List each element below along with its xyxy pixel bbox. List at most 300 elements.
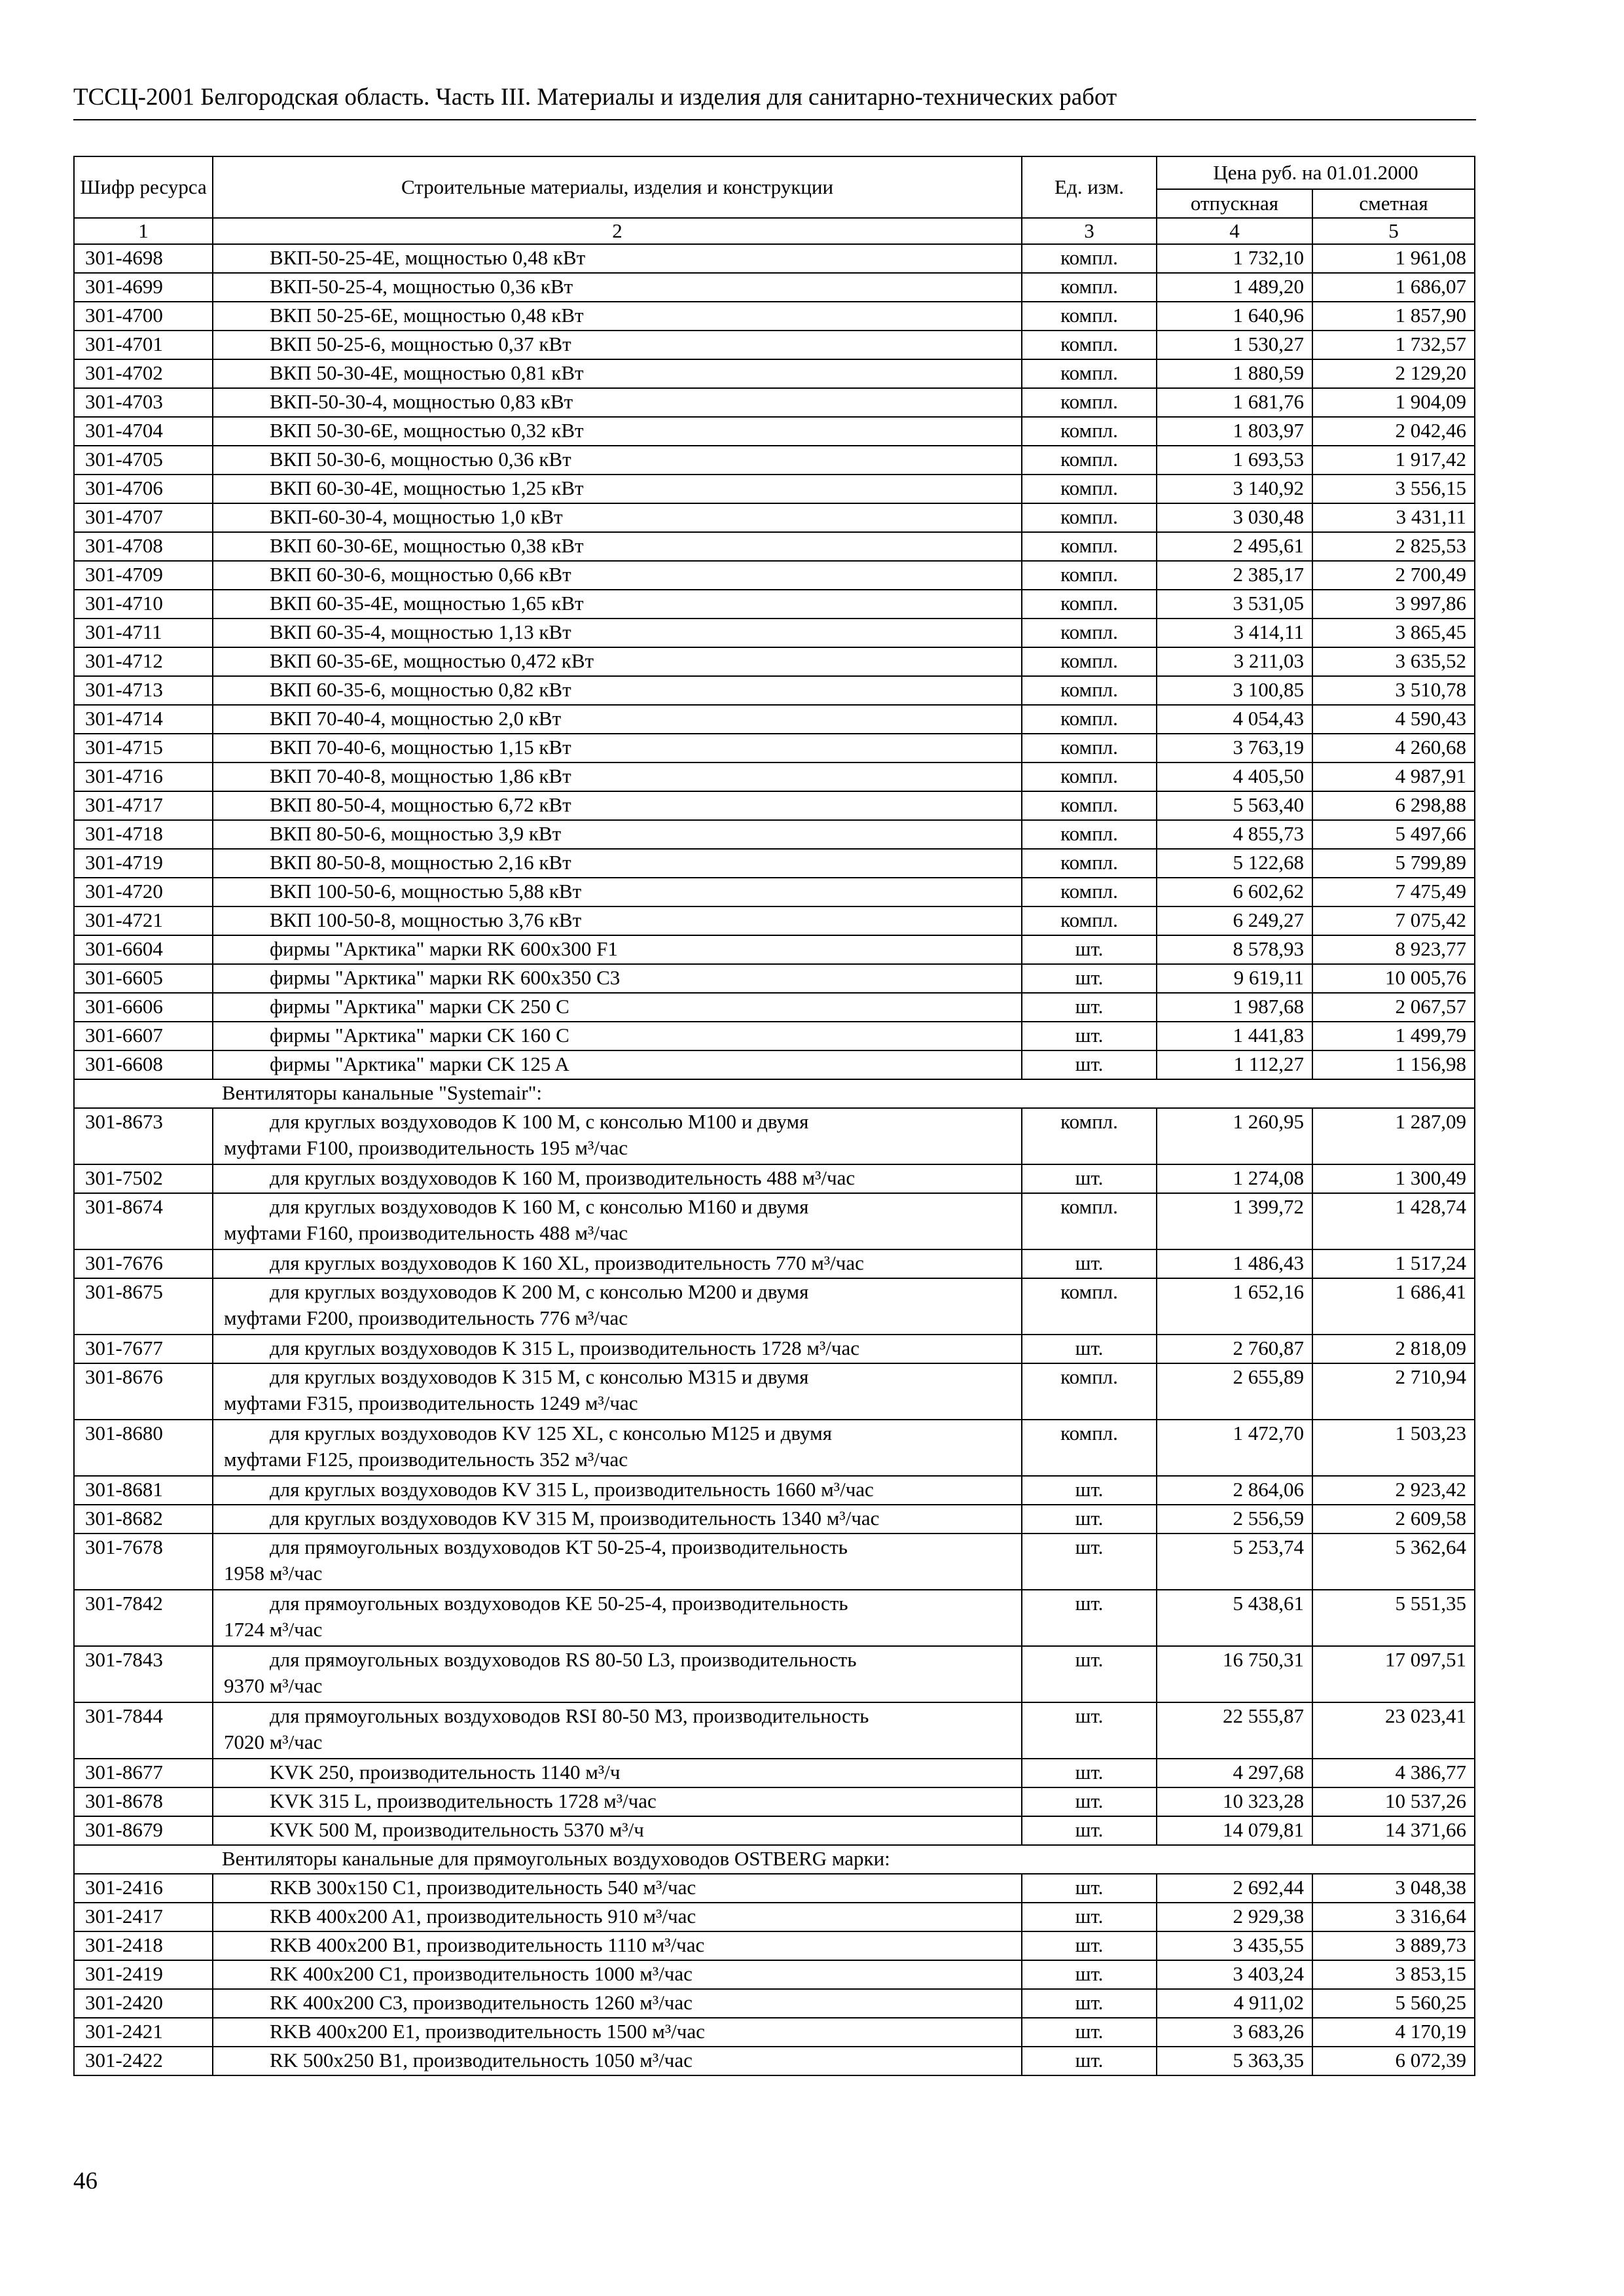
material-name [213, 1278, 1022, 1335]
unit: шт. [1022, 964, 1157, 993]
release-price: 5 253,74 [1157, 1534, 1312, 1590]
unit: шт. [1022, 1874, 1157, 1903]
estimate-price: 8 923,77 [1312, 935, 1475, 964]
resource-code: 301-4720 [74, 878, 213, 906]
unit: шт. [1022, 1646, 1157, 1702]
table-row [74, 935, 1475, 964]
table-row [74, 561, 1475, 590]
release-price: 3 683,26 [1157, 2018, 1312, 2047]
column-number: 4 [1157, 218, 1312, 244]
table-row [74, 1476, 1475, 1505]
release-price: 4 054,43 [1157, 705, 1312, 734]
material-name-text: KVK 500 M, производительность 5370 м³/ч [270, 1818, 644, 1841]
unit: компл. [1022, 561, 1157, 590]
resource-code: 301-8679 [74, 1816, 213, 1845]
resource-code: 301-4715 [74, 734, 213, 762]
material-name [213, 1193, 1022, 1249]
table-row [74, 417, 1475, 446]
release-price: 1 489,20 [1157, 273, 1312, 302]
material-name [213, 1420, 1022, 1476]
column-number: 5 [1312, 218, 1475, 244]
material-name-continuation: муфтами F315, производительность 1249 м³/час [224, 1391, 638, 1414]
estimate-price: 2 129,20 [1312, 359, 1475, 388]
material-name-continuation: муфтами F200, производительность 776 м³/час [224, 1306, 628, 1329]
header-divider [73, 119, 1476, 120]
table-body [74, 244, 1475, 2075]
material-name [213, 2047, 1022, 2075]
unit: компл. [1022, 906, 1157, 935]
material-name-text: для круглых воздуховодов K 160 XL, производительность 770 м³/час [270, 1251, 864, 1274]
material-name [213, 993, 1022, 1022]
release-price: 3 435,55 [1157, 1931, 1312, 1960]
release-price: 10 323,28 [1157, 1787, 1312, 1816]
table-row [74, 446, 1475, 475]
material-name-text: ВКП 50-30-4Е, мощностью 0,81 кВт [270, 361, 584, 384]
material-name [213, 1164, 1022, 1193]
release-price: 1 274,08 [1157, 1164, 1312, 1193]
resource-code: 301-8680 [74, 1420, 213, 1476]
column-header-code: Шифр ресурса [74, 156, 213, 218]
release-price: 1 112,27 [1157, 1050, 1312, 1079]
estimate-price: 6 298,88 [1312, 791, 1475, 820]
table-row [74, 1108, 1475, 1164]
resource-code: 301-6604 [74, 935, 213, 964]
release-price: 6 249,27 [1157, 906, 1312, 935]
material-name-text: ВКП 70-40-4, мощностью 2,0 кВт [270, 707, 562, 730]
material-name-continuation: 9370 м³/час [224, 1674, 323, 1697]
resource-code: 301-4699 [74, 273, 213, 302]
table-row [74, 1989, 1475, 2018]
resource-code: 301-4704 [74, 417, 213, 446]
unit: шт. [1022, 1050, 1157, 1079]
resource-code: 301-8674 [74, 1193, 213, 1249]
unit: шт. [1022, 2018, 1157, 2047]
estimate-price: 1 686,41 [1312, 1278, 1475, 1335]
unit: шт. [1022, 1505, 1157, 1534]
table-row [74, 273, 1475, 302]
unit: компл. [1022, 503, 1157, 532]
material-name [213, 878, 1022, 906]
material-name-text: ВКП 50-25-6, мощностью 0,37 кВт [270, 332, 571, 355]
resource-code: 301-4718 [74, 820, 213, 849]
release-price: 1 399,72 [1157, 1193, 1312, 1249]
release-price: 1 486,43 [1157, 1249, 1312, 1278]
resource-code: 301-4698 [74, 244, 213, 273]
unit: компл. [1022, 359, 1157, 388]
table-row [74, 1702, 1475, 1759]
material-name [213, 849, 1022, 878]
release-price: 2 385,17 [1157, 561, 1312, 590]
table-row [74, 820, 1475, 849]
resource-code: 301-8678 [74, 1787, 213, 1816]
material-name [213, 935, 1022, 964]
unit: шт. [1022, 1534, 1157, 1590]
estimate-price: 5 560,25 [1312, 1989, 1475, 2018]
resource-code: 301-8681 [74, 1476, 213, 1505]
material-name [213, 388, 1022, 417]
resource-code: 301-2419 [74, 1960, 213, 1989]
unit: шт. [1022, 1590, 1157, 1646]
resource-code: 301-4709 [74, 561, 213, 590]
material-name [213, 1022, 1022, 1050]
resource-code: 301-4712 [74, 647, 213, 676]
estimate-price: 1 287,09 [1312, 1108, 1475, 1164]
resource-code: 301-4710 [74, 590, 213, 619]
resource-code: 301-4711 [74, 619, 213, 647]
material-name-text: ВКП-50-30-4, мощностью 0,83 кВт [270, 390, 573, 413]
resource-code: 301-6607 [74, 1022, 213, 1050]
estimate-price: 3 853,15 [1312, 1960, 1475, 1989]
column-header-release-price: отпускная [1157, 189, 1312, 218]
resource-code: 301-4707 [74, 503, 213, 532]
estimate-price: 3 635,52 [1312, 647, 1475, 676]
material-name-text: фирмы "Арктика" марки CK 250 C [270, 995, 569, 1018]
release-price: 3 531,05 [1157, 590, 1312, 619]
table-row [74, 388, 1475, 417]
table-row [74, 849, 1475, 878]
unit: компл. [1022, 1420, 1157, 1476]
material-name-text: для круглых воздуховодов K 160 M, с консолью M160 и двумя [270, 1195, 809, 1218]
material-name [213, 734, 1022, 762]
material-name-text: ВКП 60-35-4Е, мощностью 1,65 кВт [270, 592, 584, 615]
estimate-price: 14 371,66 [1312, 1816, 1475, 1845]
release-price: 1 472,70 [1157, 1420, 1312, 1476]
unit: шт. [1022, 1164, 1157, 1193]
release-price: 3 100,85 [1157, 676, 1312, 705]
unit: шт. [1022, 1989, 1157, 2018]
table-row [74, 244, 1475, 273]
estimate-price: 23 023,41 [1312, 1702, 1475, 1759]
estimate-price: 2 609,58 [1312, 1505, 1475, 1534]
unit: компл. [1022, 244, 1157, 273]
unit: компл. [1022, 417, 1157, 446]
material-name [213, 1646, 1022, 1702]
material-name-text: для круглых воздуховодов K 100 M, с консолью M100 и двумя [270, 1110, 809, 1133]
material-name [213, 762, 1022, 791]
resource-code: 301-4702 [74, 359, 213, 388]
material-name-text: ВКП 50-30-6Е, мощностью 0,32 кВт [270, 419, 584, 442]
resource-code: 301-2417 [74, 1903, 213, 1931]
material-name-text: для прямоугольных воздуховодов RS 80-50 L3, производительность [270, 1648, 857, 1671]
table-row [74, 705, 1475, 734]
material-name [213, 244, 1022, 273]
estimate-price: 1 300,49 [1312, 1164, 1475, 1193]
resource-code: 301-4701 [74, 331, 213, 359]
material-name-text: RKB 400x200 E1, производительность 1500 м³/час [270, 2020, 705, 2043]
table-row [74, 676, 1475, 705]
column-header-price-group: Цена руб. на 01.01.2000 [1157, 156, 1475, 189]
material-name [213, 1874, 1022, 1903]
release-price: 2 655,89 [1157, 1363, 1312, 1420]
estimate-price: 2 700,49 [1312, 561, 1475, 590]
release-price: 1 681,76 [1157, 388, 1312, 417]
resource-code: 301-7843 [74, 1646, 213, 1702]
material-name [213, 1702, 1022, 1759]
resource-code: 301-4717 [74, 791, 213, 820]
resource-code: 301-2416 [74, 1874, 213, 1903]
material-name-continuation: муфтами F100, производительность 195 м³/час [224, 1136, 628, 1159]
resource-code: 301-4705 [74, 446, 213, 475]
table-row [74, 359, 1475, 388]
material-name-text: для круглых воздуховодов K 315 L, производительность 1728 м³/час [270, 1336, 859, 1359]
estimate-price: 4 260,68 [1312, 734, 1475, 762]
material-name [213, 820, 1022, 849]
material-name-text: ВКП-50-25-4, мощностью 0,36 кВт [270, 275, 573, 298]
material-name-text: фирмы "Арктика" марки CK 125 A [270, 1052, 569, 1075]
material-name-continuation: муфтами F125, производительность 352 м³/час [224, 1448, 628, 1471]
table-row [74, 1534, 1475, 1590]
release-price: 8 578,93 [1157, 935, 1312, 964]
resource-code: 301-4703 [74, 388, 213, 417]
table-row [74, 1363, 1475, 1420]
material-name-text: ВКП 80-50-4, мощностью 6,72 кВт [270, 793, 571, 816]
resource-code: 301-8676 [74, 1363, 213, 1420]
material-name-text: RKB 400x200 A1, производительность 910 м³/час [270, 1905, 696, 1928]
table-row [74, 762, 1475, 791]
table-row [74, 647, 1475, 676]
unit: компл. [1022, 446, 1157, 475]
release-price: 1 530,27 [1157, 331, 1312, 359]
release-price: 1 880,59 [1157, 359, 1312, 388]
table-row [74, 1759, 1475, 1787]
unit: шт. [1022, 1759, 1157, 1787]
material-name [213, 590, 1022, 619]
estimate-price: 1 517,24 [1312, 1249, 1475, 1278]
material-name-continuation: 1724 м³/час [224, 1618, 323, 1641]
release-price: 4 297,68 [1157, 1759, 1312, 1787]
material-name [213, 475, 1022, 503]
material-name [213, 331, 1022, 359]
unit: шт. [1022, 1816, 1157, 1845]
estimate-price: 1 503,23 [1312, 1420, 1475, 1476]
estimate-price: 3 889,73 [1312, 1931, 1475, 1960]
resource-code: 301-6608 [74, 1050, 213, 1079]
resource-code: 301-4714 [74, 705, 213, 734]
resource-code: 301-4700 [74, 302, 213, 331]
release-price: 3 140,92 [1157, 475, 1312, 503]
estimate-price: 3 316,64 [1312, 1903, 1475, 1931]
resource-code: 301-4716 [74, 762, 213, 791]
unit: компл. [1022, 619, 1157, 647]
material-name-text: ВКП-50-25-4Е, мощностью 0,48 кВт [270, 246, 586, 269]
unit: компл. [1022, 1363, 1157, 1420]
estimate-price: 2 825,53 [1312, 532, 1475, 561]
estimate-price: 4 386,77 [1312, 1759, 1475, 1787]
release-price: 6 602,62 [1157, 878, 1312, 906]
material-name-text: ВКП 80-50-6, мощностью 3,9 кВт [270, 822, 562, 845]
estimate-price: 2 923,42 [1312, 1476, 1475, 1505]
estimate-price: 3 510,78 [1312, 676, 1475, 705]
release-price: 2 692,44 [1157, 1874, 1312, 1903]
material-name [213, 302, 1022, 331]
material-name-text: ВКП 50-30-6, мощностью 0,36 кВт [270, 448, 571, 471]
unit: компл. [1022, 302, 1157, 331]
release-price: 4 855,73 [1157, 820, 1312, 849]
material-name-text: ВКП 60-30-6Е, мощностью 0,38 кВт [270, 534, 584, 557]
estimate-price: 6 072,39 [1312, 2047, 1475, 2075]
section-row [74, 1845, 1475, 1874]
resource-code: 301-4721 [74, 906, 213, 935]
material-name [213, 964, 1022, 993]
release-price: 5 363,35 [1157, 2047, 1312, 2075]
estimate-price: 2 042,46 [1312, 417, 1475, 446]
estimate-price: 4 987,91 [1312, 762, 1475, 791]
material-name-text: фирмы "Арктика" марки CK 160 C [270, 1024, 569, 1047]
material-name-continuation: муфтами F160, производительность 488 м³/час [224, 1221, 628, 1244]
estimate-price: 1 686,07 [1312, 273, 1475, 302]
material-name [213, 1505, 1022, 1534]
section-title: Вентиляторы канальные для прямоугольных воздуховодов OSTBERG марки: [74, 1845, 1475, 1874]
estimate-price: 5 551,35 [1312, 1590, 1475, 1646]
table-row [74, 1646, 1475, 1702]
table-row [74, 1903, 1475, 1931]
material-name [213, 1108, 1022, 1164]
estimate-price: 1 917,42 [1312, 446, 1475, 475]
estimate-price: 5 362,64 [1312, 1534, 1475, 1590]
unit: компл. [1022, 388, 1157, 417]
unit: шт. [1022, 993, 1157, 1022]
release-price: 9 619,11 [1157, 964, 1312, 993]
material-name-text: фирмы "Арктика" марки RK 600x350 C3 [270, 966, 621, 989]
table-row [74, 906, 1475, 935]
table-row [74, 964, 1475, 993]
material-name-text: RKB 300x150 C1, производительность 540 м³/час [270, 1876, 696, 1899]
unit: компл. [1022, 878, 1157, 906]
material-name [213, 1816, 1022, 1845]
unit: шт. [1022, 935, 1157, 964]
estimate-price: 3 048,38 [1312, 1874, 1475, 1903]
material-name-text: ВКП 70-40-8, мощностью 1,86 кВт [270, 764, 571, 787]
material-name-text: ВКП 50-25-6Е, мощностью 0,48 кВт [270, 304, 584, 327]
table-row [74, 1164, 1475, 1193]
price-table [73, 156, 1475, 2076]
material-name-text: ВКП 60-30-4Е, мощностью 1,25 кВт [270, 476, 584, 499]
resource-code: 301-8675 [74, 1278, 213, 1335]
unit: шт. [1022, 1022, 1157, 1050]
material-name [213, 1903, 1022, 1931]
estimate-price: 4 590,43 [1312, 705, 1475, 734]
resource-code: 301-2420 [74, 1989, 213, 2018]
unit: шт. [1022, 1335, 1157, 1363]
table-row [74, 878, 1475, 906]
table-row [74, 734, 1475, 762]
material-name-text: ВКП 70-40-6, мощностью 1,15 кВт [270, 736, 571, 759]
release-price: 1 803,97 [1157, 417, 1312, 446]
material-name-text: для круглых воздуховодов KV 315 L, производительность 1660 м³/час [270, 1478, 874, 1501]
unit: шт. [1022, 1787, 1157, 1816]
table-row [74, 590, 1475, 619]
material-name-text: ВКП 60-35-4, мощностью 1,13 кВт [270, 620, 571, 643]
material-name-text: для прямоугольных воздуховодов RSI 80-50 M3, производительность [270, 1704, 869, 1727]
unit: компл. [1022, 273, 1157, 302]
table-row [74, 2018, 1475, 2047]
material-name-text: ВКП 60-35-6Е, мощностью 0,472 кВт [270, 649, 594, 672]
material-name [213, 503, 1022, 532]
estimate-price: 5 799,89 [1312, 849, 1475, 878]
material-name [213, 532, 1022, 561]
resource-code: 301-2418 [74, 1931, 213, 1960]
unit: шт. [1022, 1702, 1157, 1759]
resource-code: 301-6605 [74, 964, 213, 993]
table-row [74, 1420, 1475, 1476]
material-name-text: RK 400x200 C1, производительность 1000 м³/час [270, 1962, 693, 1985]
resource-code: 301-8677 [74, 1759, 213, 1787]
estimate-price: 3 997,86 [1312, 590, 1475, 619]
column-number: 2 [213, 218, 1022, 244]
resource-code: 301-7678 [74, 1534, 213, 1590]
column-header-name: Строительные материалы, изделия и конструкции [213, 156, 1022, 218]
estimate-price: 1 857,90 [1312, 302, 1475, 331]
material-name [213, 273, 1022, 302]
estimate-price: 2 710,94 [1312, 1363, 1475, 1420]
material-name [213, 417, 1022, 446]
material-name-text: RK 500x250 B1, производительность 1050 м³/час [270, 2049, 693, 2072]
page-header: ТССЦ-2001 Белгородская область. Часть III. Материалы и изделия для санитарно-технических работ [73, 84, 1117, 111]
material-name-text: KVK 315 L, производительность 1728 м³/час [270, 1789, 657, 1812]
material-name-text: для круглых воздуховодов KV 315 M, производительность 1340 м³/час [270, 1507, 880, 1530]
table-row [74, 1249, 1475, 1278]
table-row [74, 791, 1475, 820]
material-name [213, 1931, 1022, 1960]
estimate-price: 1 428,74 [1312, 1193, 1475, 1249]
estimate-price: 4 170,19 [1312, 2018, 1475, 2047]
material-name [213, 1249, 1022, 1278]
unit: компл. [1022, 705, 1157, 734]
release-price: 3 763,19 [1157, 734, 1312, 762]
release-price: 1 260,95 [1157, 1108, 1312, 1164]
material-name-text: для круглых воздуховодов K 160 M, производительность 488 м³/час [270, 1166, 856, 1189]
estimate-price: 1 732,57 [1312, 331, 1475, 359]
material-name-text: ВКП 100-50-8, мощностью 3,76 кВт [270, 908, 582, 931]
unit: компл. [1022, 849, 1157, 878]
release-price: 5 438,61 [1157, 1590, 1312, 1646]
release-price: 5 122,68 [1157, 849, 1312, 878]
column-header-unit: Ед. изм. [1022, 156, 1157, 218]
material-name [213, 446, 1022, 475]
unit: компл. [1022, 590, 1157, 619]
table-row [74, 993, 1475, 1022]
table-row [74, 1505, 1475, 1534]
release-price: 1 441,83 [1157, 1022, 1312, 1050]
estimate-price: 7 475,49 [1312, 878, 1475, 906]
release-price: 2 495,61 [1157, 532, 1312, 561]
release-price: 2 556,59 [1157, 1505, 1312, 1534]
unit: шт. [1022, 1960, 1157, 1989]
material-name-continuation: 7020 м³/час [224, 1731, 323, 1753]
material-name [213, 647, 1022, 676]
table-row [74, 532, 1475, 561]
estimate-price: 10 537,26 [1312, 1787, 1475, 1816]
resource-code: 301-8682 [74, 1505, 213, 1534]
unit: компл. [1022, 734, 1157, 762]
material-name [213, 619, 1022, 647]
table-row [74, 1931, 1475, 1960]
table-row [74, 1335, 1475, 1363]
material-name [213, 1476, 1022, 1505]
resource-code: 301-4713 [74, 676, 213, 705]
material-name-text: для круглых воздуховодов KV 125 XL, с консолью M125 и двумя [270, 1422, 832, 1444]
page-number: 46 [73, 2168, 98, 2195]
unit: шт. [1022, 1903, 1157, 1931]
unit: компл. [1022, 791, 1157, 820]
table-row [74, 1960, 1475, 1989]
table-row [74, 1050, 1475, 1079]
material-name-text: RKB 400x200 B1, производительность 1110 м³/час [270, 1933, 705, 1956]
release-price: 1 640,96 [1157, 302, 1312, 331]
table-row [74, 302, 1475, 331]
column-number: 1 [74, 218, 213, 244]
release-price: 1 693,53 [1157, 446, 1312, 475]
